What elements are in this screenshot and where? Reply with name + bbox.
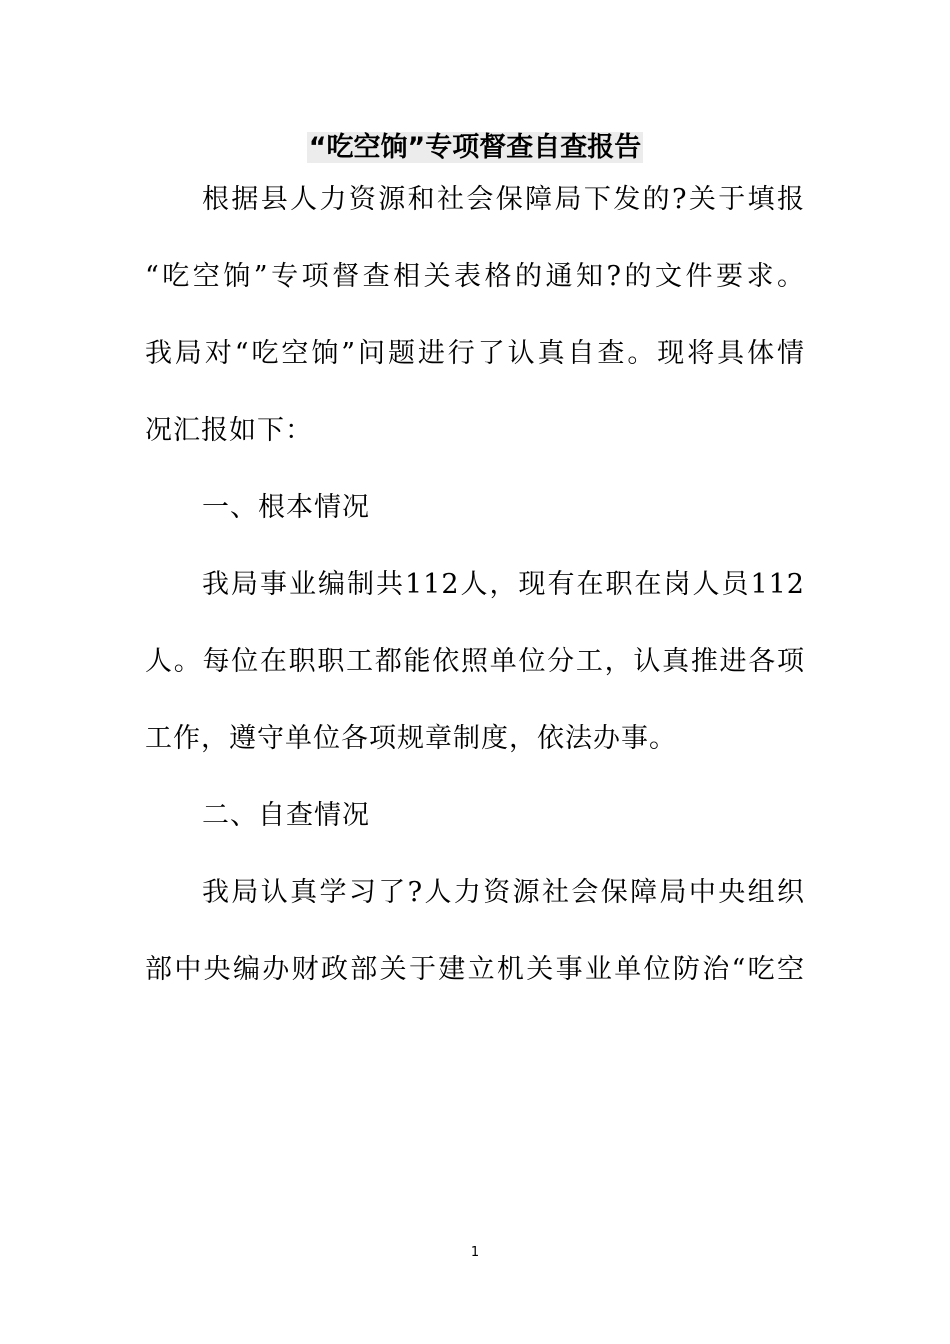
- document-title-text: “吃空饷”专项督查自查报告: [308, 132, 642, 163]
- paragraph-line: 我局事业编制共112人，现有在职在岗人员112: [202, 569, 805, 600]
- paragraph-line: 我局认真学习了?人力资源社会保障局中央组织: [202, 877, 805, 908]
- page-number: 1: [470, 1245, 480, 1260]
- paragraph-line: 根据县人力资源和社会保障局下发的?关于填报: [202, 184, 805, 215]
- paragraph-line: “吃空饷”专项督查相关表格的通知?的文件要求。: [145, 261, 805, 292]
- section-heading: 二、自查情况: [202, 800, 370, 831]
- paragraph-line: 工作，遵守单位各项规章制度，依法办事。: [145, 723, 677, 754]
- paragraph-line: 况汇报如下：: [145, 415, 313, 446]
- paragraph-line: 我局对“吃空饷”问题进行了认真自查。现将具体情: [145, 338, 805, 369]
- paragraph-line: 人。每位在职职工都能依照单位分工，认真推进各项: [145, 646, 805, 677]
- section-heading: 一、根本情况: [202, 492, 370, 523]
- paragraph-line: 部中央编办财政部关于建立机关事业单位防治“吃空: [145, 954, 805, 985]
- document-title: [0, 128, 950, 168]
